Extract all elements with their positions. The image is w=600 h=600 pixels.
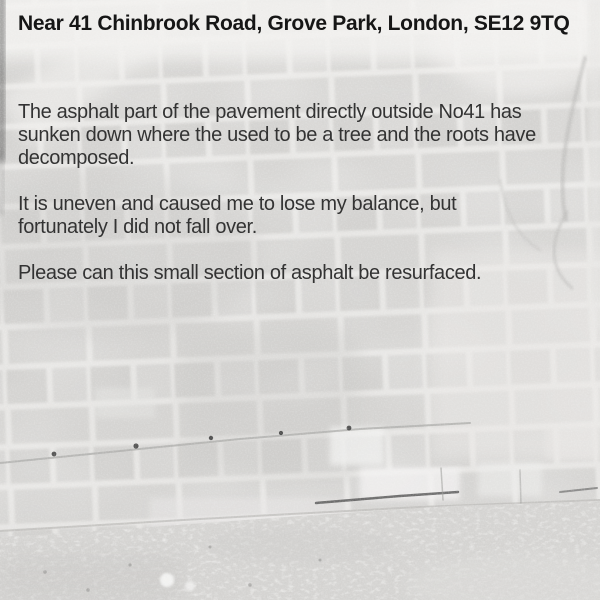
description-line: Please can this small section of asphalt be resurfaced.: [18, 262, 482, 284]
description-line: fortunately I did not fall over.: [18, 216, 257, 238]
description-paragraph: [18, 101, 588, 170]
report-description: [18, 101, 588, 308]
description-paragraph: [18, 262, 588, 285]
report-title: Near 41 Chinbrook Road, Grove Park, London, SE12 9TQ: [18, 12, 570, 35]
description-paragraph: [18, 193, 588, 239]
description-line: It is uneven and caused me to lose my balance, but: [18, 193, 457, 215]
description-line: sunken down where the used to be a tree and the roots have: [18, 124, 536, 146]
description-line: The asphalt part of the pavement directly outside No41 has: [18, 101, 522, 123]
description-line: decomposed.: [18, 147, 135, 169]
